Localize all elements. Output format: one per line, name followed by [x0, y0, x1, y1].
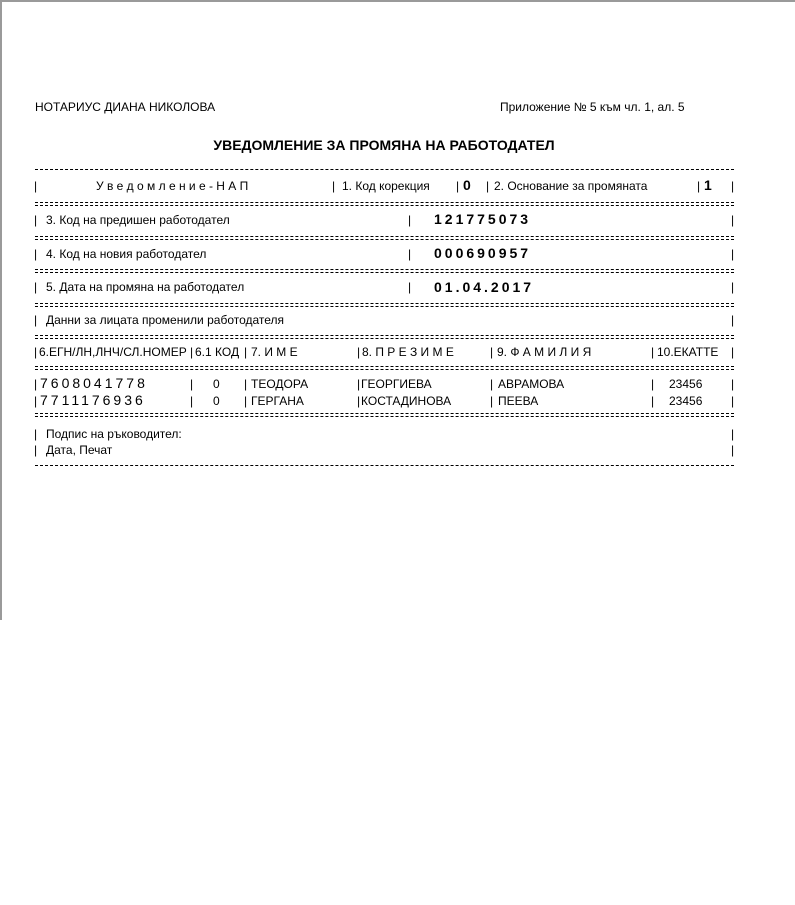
border-bar: | — [731, 213, 735, 227]
border-bar: | — [490, 345, 494, 359]
border-bar: | — [731, 345, 735, 359]
person-code: 0 — [213, 394, 220, 408]
border-bar: | — [190, 394, 194, 408]
border-bar: | — [34, 280, 38, 294]
border-bar: | — [408, 213, 412, 227]
change-date-label: 5. Дата на промяна на работодател — [46, 280, 245, 294]
border-bar: | — [244, 377, 248, 391]
person-egn: 7608041778 — [40, 375, 148, 391]
divider — [35, 205, 734, 206]
divider — [35, 338, 734, 339]
person-ekatte: 23456 — [669, 394, 703, 408]
appendix-reference: Приложение № 5 към чл. 1, ал. 5 — [500, 100, 685, 114]
border-bar: | — [34, 313, 38, 327]
notary-name: НОТАРИУС ДИАНА НИКОЛОВА — [35, 100, 216, 114]
notice-label: У в е д о м л е н и е - Н А П — [96, 179, 249, 193]
border-bar: | — [731, 280, 735, 294]
border-bar: | — [190, 345, 194, 359]
person-middle-name: КОСТАДИНОВА — [361, 394, 452, 408]
person-surname: ПЕЕВА — [498, 394, 539, 408]
change-date-value: 01.04.2017 — [434, 279, 535, 295]
border-bar: | — [651, 377, 655, 391]
divider — [35, 416, 734, 417]
correction-code-value: 0 — [463, 177, 474, 193]
change-basis-value: 1 — [704, 177, 715, 193]
border-bar: | — [651, 345, 655, 359]
divider — [35, 306, 734, 307]
divider — [35, 202, 734, 203]
border-bar: | — [731, 377, 735, 391]
divider — [35, 272, 734, 273]
border-bar: | — [408, 280, 412, 294]
border-bar: | — [490, 377, 494, 391]
divider — [35, 236, 734, 237]
border-bar: | — [332, 179, 336, 193]
border-bar: | — [731, 427, 735, 441]
change-basis-label: 2. Основание за промяната — [494, 179, 648, 193]
signature-label: Подпис на ръководител: — [46, 427, 182, 441]
divider — [35, 413, 734, 414]
border-bar: | — [34, 394, 38, 408]
person-code: 0 — [213, 377, 220, 391]
border-bar: | — [731, 247, 735, 261]
border-bar: | — [486, 179, 490, 193]
border-bar: | — [731, 394, 735, 408]
divider — [35, 465, 734, 466]
border-bar: | — [34, 345, 38, 359]
border-bar: | — [408, 247, 412, 261]
person-ekatte: 23456 — [669, 377, 703, 391]
column-header-ekatte: 10.ЕКАТТЕ — [657, 345, 719, 359]
column-header-egn: 6.ЕГН/ЛН,ЛНЧ/СЛ.НОМЕР — [39, 345, 187, 359]
border-bar: | — [34, 377, 38, 391]
new-employer-code: 000690957 — [434, 245, 532, 261]
previous-employer-label: 3. Код на предишен работодател — [46, 213, 230, 227]
person-name: ГЕРГАНА — [251, 394, 304, 408]
border-bar: | — [731, 313, 735, 327]
new-employer-label: 4. Код на новия работодател — [46, 247, 207, 261]
divider — [35, 369, 734, 370]
border-bar: | — [357, 377, 361, 391]
person-egn: 7711176936 — [40, 392, 146, 408]
divider — [35, 169, 734, 170]
person-middle-name: ГЕОРГИЕВА — [361, 377, 432, 391]
column-header-surname: 9. Ф А М И Л И Я — [497, 345, 592, 359]
border-bar: | — [357, 394, 361, 408]
border-bar: | — [651, 394, 655, 408]
person-surname: АВРАМОВА — [498, 377, 565, 391]
divider — [35, 239, 734, 240]
person-name: ТЕОДОРА — [251, 377, 309, 391]
divider — [35, 366, 734, 367]
border-bar: | — [244, 345, 248, 359]
previous-employer-code: 121775073 — [434, 211, 532, 227]
border-bar: | — [34, 179, 38, 193]
column-header-code: 6.1 КОД — [195, 345, 240, 359]
border-bar: | — [456, 179, 460, 193]
border-bar: | — [34, 213, 38, 227]
divider — [35, 303, 734, 304]
column-header-name: 7. И М Е — [251, 345, 298, 359]
column-header-middle-name: 8. П Р Е З И М Е — [362, 345, 454, 359]
border-bar: | — [697, 179, 701, 193]
date-stamp-label: Дата, Печат — [46, 443, 113, 457]
document-title: УВЕДОМЛЕНИЕ ЗА ПРОМЯНА НА РАБОТОДАТЕЛ — [213, 137, 555, 153]
divider — [35, 269, 734, 270]
border-bar: | — [190, 377, 194, 391]
border-bar: | — [34, 247, 38, 261]
border-bar: | — [490, 394, 494, 408]
divider — [35, 335, 734, 336]
border-bar: | — [34, 443, 38, 457]
border-bar: | — [731, 443, 735, 457]
persons-section-label: Данни за лицата променили работодателя — [46, 313, 285, 327]
border-bar: | — [34, 427, 38, 441]
border-bar: | — [357, 345, 361, 359]
border-bar: | — [244, 394, 248, 408]
correction-code-label: 1. Код корекция — [342, 179, 430, 193]
border-bar: | — [731, 179, 735, 193]
